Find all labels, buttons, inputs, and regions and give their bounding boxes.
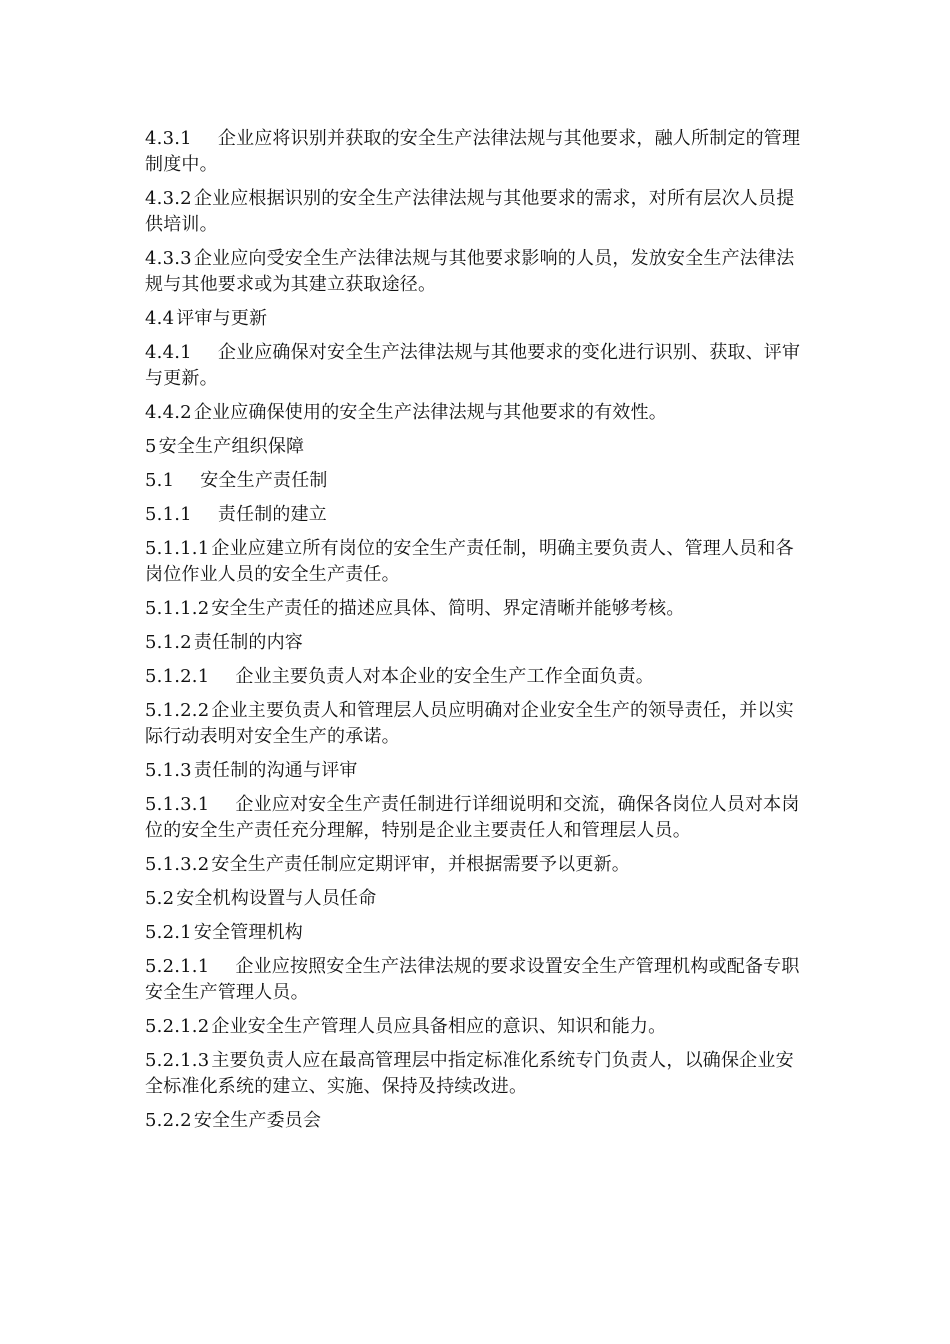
heading-4-4	[145, 306, 805, 332]
clause-text: 企业应将识别并获取的安全生产法律法规与其他要求，融人所制定的管理制度中。	[145, 128, 801, 175]
clause-text: 企业应确保对安全生产法律法规与其他要求的变化进行识别、获取、评审与更新。	[145, 342, 801, 389]
heading-5-2-1	[145, 920, 805, 946]
clause-text: 企业应确保使用的安全生产法律法规与其他要求的有效性。	[193, 402, 668, 423]
clause-text: 责任制的沟通与评审	[193, 760, 358, 781]
clause-number: 5.2.1.1	[145, 956, 210, 977]
clause-number: 5.1.1.1	[145, 538, 210, 559]
paragraph-5-1-2-2	[145, 698, 805, 750]
clause-text: 安全机构设置与人员任命	[176, 888, 377, 909]
clause-number: 5.2.1	[145, 922, 192, 943]
clause-number: 5.1.2.2	[145, 700, 210, 721]
clause-text: 安全管理机构	[193, 922, 304, 943]
clause-number: 5.1.2.1	[145, 666, 210, 687]
clause-text: 责任制的建立	[217, 504, 328, 525]
paragraph-5-1-3-1	[145, 792, 805, 844]
clause-number: 5.2.1.2	[145, 1016, 210, 1037]
heading-5-1-2	[145, 630, 805, 656]
clause-text: 安全生产责任制	[200, 470, 328, 491]
clause-number: 4.4	[145, 308, 175, 329]
paragraph-5-2-1-3	[145, 1048, 805, 1100]
paragraph-4-4-2	[145, 400, 805, 426]
document-body	[145, 126, 805, 1142]
paragraph-5-1-1-1	[145, 536, 805, 588]
clause-text: 企业应向受安全生产法律法规与其他要求影响的人员，发放安全生产法律法规与其他要求或为其建立获取途径。	[145, 248, 795, 295]
heading-5	[145, 434, 805, 460]
clause-text: 安全生产责任制应定期评审，并根据需要予以更新。	[211, 854, 630, 875]
clause-number: 4.3.3	[145, 248, 192, 269]
paragraph-5-1-1-2	[145, 596, 805, 622]
clause-text: 安全生产组织保障	[158, 436, 305, 457]
clause-number: 5.1.2	[145, 632, 192, 653]
clause-number: 4.4.1	[145, 342, 192, 363]
clause-number: 5.1.3.1	[145, 794, 210, 815]
clause-number: 4.4.2	[145, 402, 192, 423]
heading-5-1-1	[145, 502, 805, 528]
paragraph-4-4-1	[145, 340, 805, 392]
clause-text: 安全生产责任的描述应具体、简明、界定清晰并能够考核。	[211, 598, 685, 619]
clause-text: 企业应按照安全生产法律法规的要求设置安全生产管理机构或配备专职安全生产管理人员。	[145, 956, 800, 1003]
clause-number: 5.2.1.3	[145, 1050, 210, 1071]
clause-text: 安全生产委员会	[193, 1110, 322, 1131]
paragraph-4-3-1	[145, 126, 805, 178]
clause-text: 责任制的内容	[193, 632, 304, 653]
clause-number: 5.1.1	[145, 504, 192, 525]
clause-text: 主要负责人应在最高管理层中指定标准化系统专门负责人，以确保企业安全标准化系统的建立、实施、保持及持续改进。	[145, 1050, 794, 1097]
paragraph-5-1-3-2	[145, 852, 805, 878]
clause-number: 4.3.2	[145, 188, 192, 209]
clause-text: 企业应根据识别的安全生产法律法规与其他要求的需求，对所有层次人员提供培训。	[145, 188, 795, 235]
clause-number: 5.1	[145, 470, 175, 491]
clause-text: 评审与更新	[176, 308, 268, 329]
clause-text: 企业安全生产管理人员应具备相应的意识、知识和能力。	[211, 1016, 667, 1037]
paragraph-5-2-1-1	[145, 954, 805, 1006]
clause-text: 企业主要负责人和管理层人员应明确对企业安全生产的领导责任，并以实际行动表明对安全生产的承诺。	[145, 700, 794, 747]
clause-text: 企业主要负责人对本企业的安全生产工作全面负责。	[235, 666, 654, 687]
paragraph-4-3-3	[145, 246, 805, 298]
clause-text: 企业应建立所有岗位的安全生产责任制，明确主要负责人、管理人员和各岗位作业人员的安全生产责任。	[145, 538, 794, 585]
clause-number: 5.2.2	[145, 1110, 192, 1131]
paragraph-4-3-2	[145, 186, 805, 238]
paragraph-5-2-1-2	[145, 1014, 805, 1040]
clause-number: 5.1.1.2	[145, 598, 210, 619]
heading-5-1	[145, 468, 805, 494]
clause-number: 5.2	[145, 888, 175, 909]
clause-number: 5	[145, 436, 157, 457]
clause-text: 企业应对安全生产责任制进行详细说明和交流，确保各岗位人员对本岗位的安全生产责任充分理解，特别是企业主要责任人和管理层人员。	[145, 794, 800, 841]
clause-number: 5.1.3	[145, 760, 192, 781]
clause-number: 5.1.3.2	[145, 854, 210, 875]
heading-5-2-2	[145, 1108, 805, 1134]
heading-5-2	[145, 886, 805, 912]
paragraph-5-1-2-1	[145, 664, 805, 690]
clause-number: 4.3.1	[145, 128, 192, 149]
heading-5-1-3	[145, 758, 805, 784]
